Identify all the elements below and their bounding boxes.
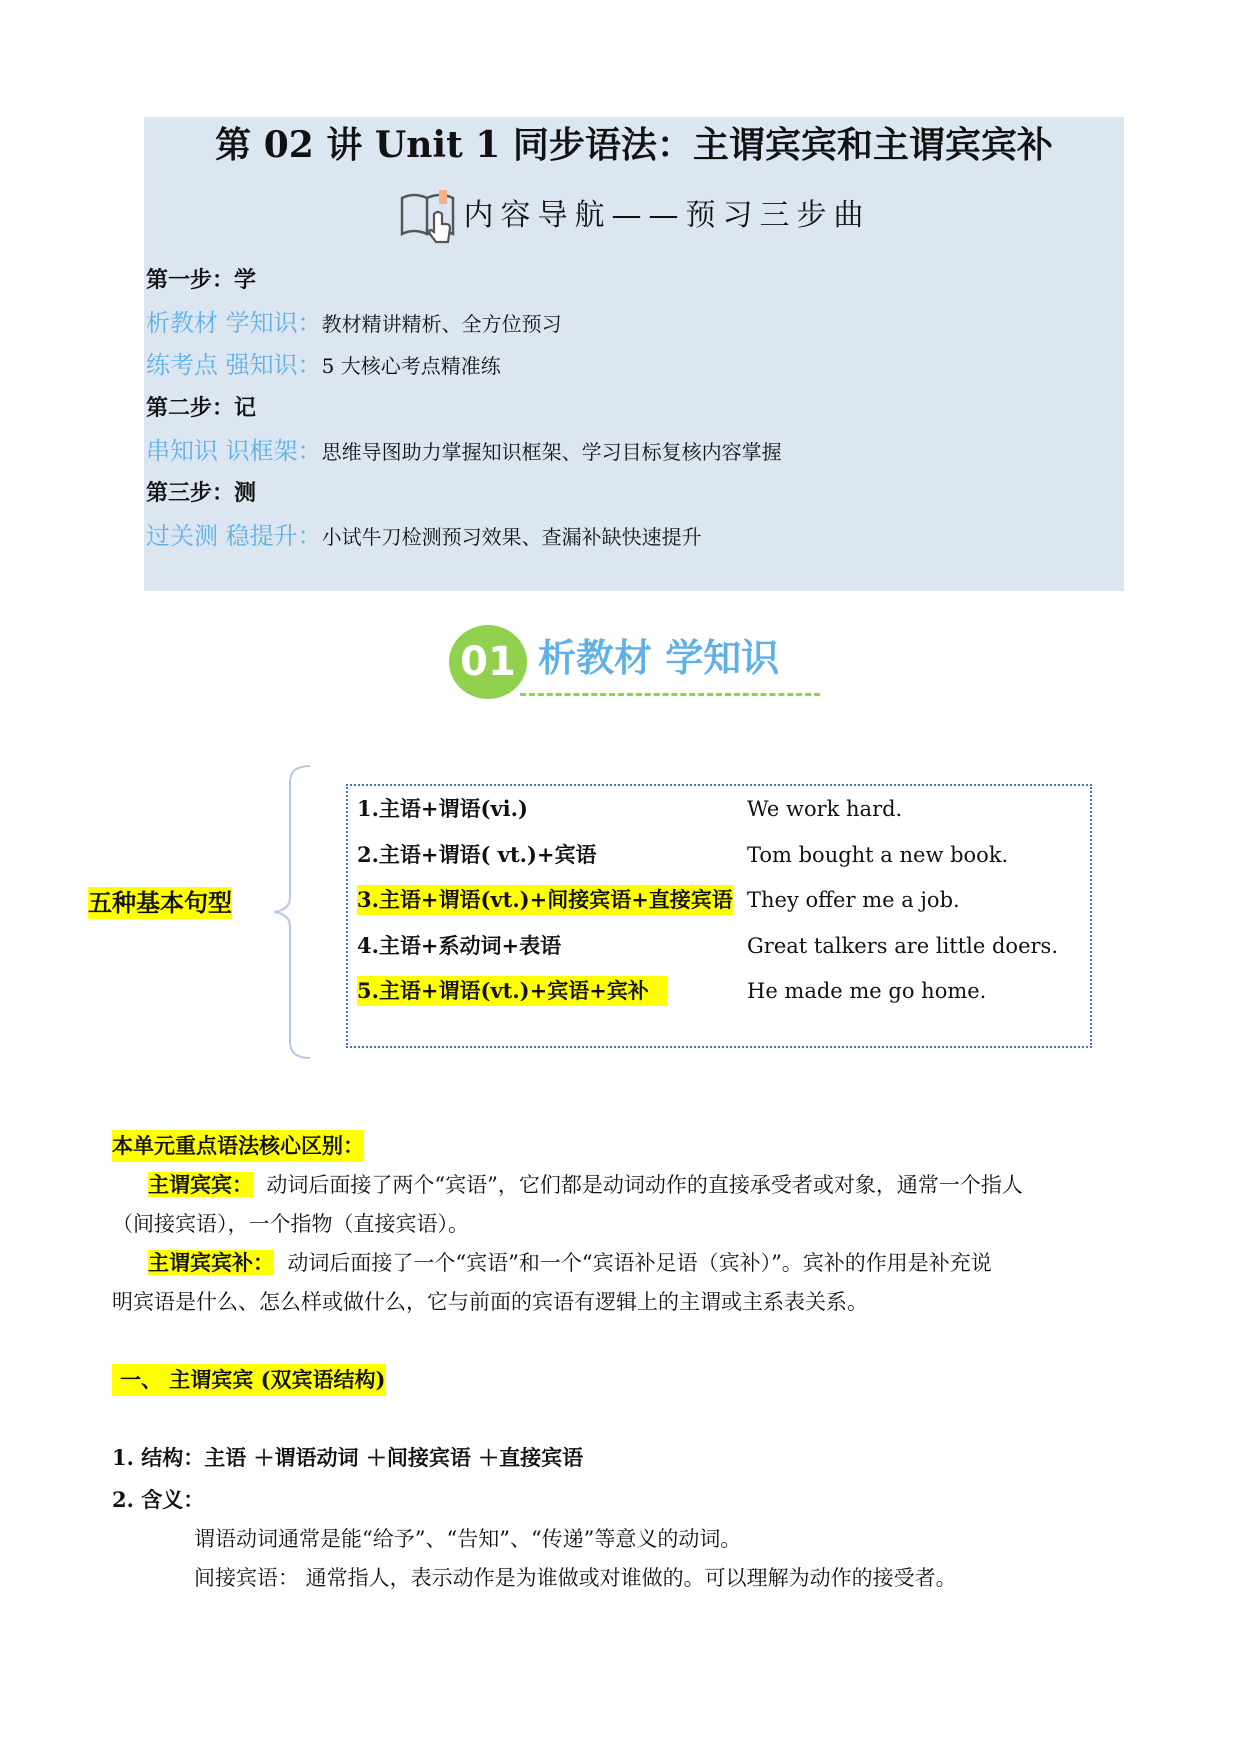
example-5: He made me go home. bbox=[747, 979, 987, 1003]
patterns-label: 五种基本句型 bbox=[88, 888, 232, 917]
section-number-badge: 01 bbox=[449, 625, 527, 699]
part-1-line-2: 间接宾语： 通常指人，表示动作是为谁做或对谁做的。可以理解为动作的接受者。 bbox=[194, 1566, 957, 1590]
step-row-1-text: 教材精讲精析、全方位预习 bbox=[321, 312, 562, 336]
pattern-3: 3.主语+谓语(vt.)+间接宾语+直接宾语 bbox=[357, 885, 733, 915]
example-2: Tom bought a new book. bbox=[747, 843, 1009, 867]
term-object-complement: 主谓宾宾补： bbox=[148, 1250, 274, 1275]
part-1-heading: 一、 主谓宾宾 (双宾语结构) bbox=[112, 1364, 386, 1396]
step-3-heading: 第三步：测 bbox=[146, 480, 257, 506]
part-1-item-1: 1. 结构：主语 ＋谓语动词 ＋间接宾语 ＋直接宾语 bbox=[112, 1445, 584, 1470]
step-row-3-text: 思维导图助力掌握知识框架、学习目标复核内容掌握 bbox=[321, 440, 782, 464]
nav-title: 内容导航——预习三步曲 bbox=[463, 198, 871, 233]
step-2-heading: 第二步：记 bbox=[146, 395, 257, 421]
example-3: They offer me a job. bbox=[747, 888, 960, 912]
step-row-2-text: 5 大核心考点精准练 bbox=[321, 354, 501, 378]
page-title: 第 02 讲 Unit 1 同步语法：主谓宾宾和主谓宾宾补 bbox=[215, 124, 1053, 166]
part-1-line-1: 谓语动词通常是能“给予”、“告知”、“传递”等意义的动词。 bbox=[194, 1527, 742, 1551]
book-pointer-icon bbox=[398, 188, 460, 244]
section-divider bbox=[520, 693, 820, 696]
step-row-1 bbox=[146, 308, 562, 339]
content-nav bbox=[144, 186, 1124, 246]
step-row-4 bbox=[146, 521, 702, 552]
core-text-1a: 动词后面接了两个“宾语”，它们都是动词动作的直接承受者或对象，通常一个指人 bbox=[266, 1173, 1023, 1197]
step-row-1-key: 析教材 学知识： bbox=[146, 309, 322, 337]
core-para-1 bbox=[148, 1169, 1023, 1201]
pattern-5: 5.主语+谓语(vt.)+宾语+宾补 bbox=[357, 976, 667, 1006]
step-row-2-key: 练考点 强知识： bbox=[146, 351, 322, 379]
step-row-4-key: 过关测 稳提升： bbox=[146, 522, 322, 550]
example-4: Great talkers are little doers. bbox=[747, 934, 1058, 958]
pattern-4: 4.主语+系动词+表语 bbox=[357, 933, 562, 958]
part-1-item-2: 2. 含义： bbox=[112, 1487, 205, 1512]
section-title: 析教材 学知识 bbox=[538, 636, 780, 680]
step-row-2 bbox=[146, 350, 501, 381]
step-1-heading: 第一步：学 bbox=[146, 267, 257, 293]
step-row-3-key: 串知识 识框架： bbox=[146, 437, 322, 465]
term-double-object: 主谓宾宾： bbox=[148, 1172, 253, 1197]
pattern-1: 1.主语+谓语(vi.) bbox=[357, 796, 528, 821]
step-row-4-text: 小试牛刀检测预习效果、查漏补缺快速提升 bbox=[321, 525, 702, 549]
step-row-3 bbox=[146, 436, 782, 467]
core-text-2a: 动词后面接了一个“宾语”和一个“宾语补足语（宾补）”。宾补的作用是补充说 bbox=[287, 1251, 992, 1275]
core-para-2 bbox=[148, 1247, 992, 1279]
core-text-2b: 明宾语是什么、怎么样或做什么，它与前面的宾语有逻辑上的主谓或主系表关系。 bbox=[112, 1290, 868, 1314]
core-text-1b: （间接宾语），一个指物（直接宾语）。 bbox=[112, 1212, 469, 1236]
core-heading: 本单元重点语法核心区别： bbox=[112, 1130, 364, 1162]
pattern-2: 2.主语+谓语( vt.)+宾语 bbox=[357, 842, 597, 867]
example-1: We work hard. bbox=[747, 797, 903, 821]
brace-icon bbox=[270, 762, 314, 1062]
